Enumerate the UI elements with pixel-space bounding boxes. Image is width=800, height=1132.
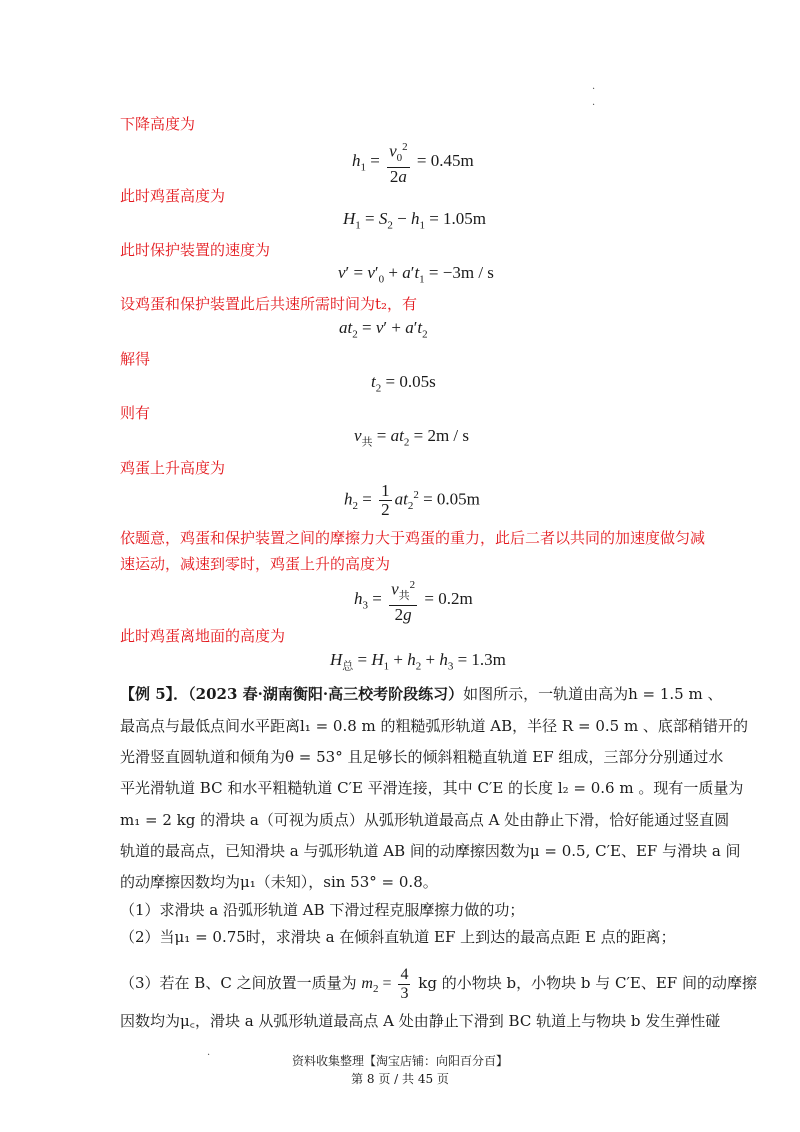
solution-line-8a: 依题意，鸡蛋和保护装置之间的摩擦力大于鸡蛋的重力，此后二者以共同的加速度做匀减 [120,529,706,547]
question-3-line-1: （3）若在 B、C 之间放置一质量为 $m_2$ = $\frac{4}{3}$ kg 的小物块 b，小物块 b 与 C′E、EF 间的动摩擦 [120,966,757,1002]
question-1: （1）求滑块 a 沿弧形轨道 AB 下滑过程克服摩擦力做的功； [120,901,525,919]
equation-8: $h_3$ = $\frac{v_共^2}{2g}$ = 0.2m [354,576,473,624]
equation-7: $h_2$ = $\frac{1}{2}$ $at_2^2 = 0.05m$ [344,481,480,519]
example-line-6: 轨道的最高点，已知滑块 a 与弧形轨道 AB 间的动摩擦因数为μ = 0.5, C′E、EF 与滑块 a 间 [120,842,741,860]
question-2: （2）当μ₁ = 0.75时，求滑块 a 在倾斜直轨道 EF 上到达的最高点距 E 点的距离； [120,928,676,946]
equation-4: $at_2 = v' + a't_2$ [339,318,428,341]
example-line-7: 的动摩擦因数均为μ₁（未知），sin 53° = 0.8。 [120,873,438,891]
solution-line-7: 鸡蛋上升高度为 [120,459,226,477]
example-line-2: 最高点与最低点间水平距离l₁ = 0.8 m 的粗糙弧形轨道 AB，半径 R = 0.5 m 、底部稍错开的 [120,717,748,735]
footer-page-number: 第 8 页 / 共 45 页 [351,1072,449,1086]
solution-line-1: 下降高度为 [120,115,196,133]
solution-line-9: 此时鸡蛋离地面的高度为 [120,627,286,645]
equation-5: $t_2 = 0.05s$ [371,372,436,395]
solution-line-2: 此时鸡蛋高度为 [120,187,226,205]
equation-9: $H_总 = H_1 + h_2 + h_3 = 1.3m$ [330,650,506,673]
example-line-3: 光滑竖直圆轨道和倾角为θ = 53° 且足够长的倾斜粗糙直轨道 EF 组成，三部分分别通过水 [120,748,724,766]
solution-line-5: 解得 [120,350,151,368]
decor-dot: · [207,1050,211,1061]
solution-line-8b: 速运动，减速到零时，鸡蛋上升的高度为 [120,555,391,573]
equation-3: $v' = v'_0 + a't_1 = -3m / s$ [338,263,494,286]
solution-line-6: 则有 [120,404,151,422]
equation-6: $v_共 = at_2 = 2m / s$ [354,426,470,449]
decor-dot: · [592,100,596,111]
equation-1: $h_1$ = $\frac{v_0^2}{2a}$ = 0.45m [352,138,474,186]
question-3-line-2: 因数均为μ꜀，滑块 a 从弧形轨道最高点 A 处由静止下滑到 BC 轨道上与物块 b 发生弹性碰 [120,1012,721,1030]
footer-source: 资料收集整理【淘宝店铺：向阳百分百】 [291,1054,508,1068]
solution-line-3: 此时保护装置的速度为 [120,241,271,259]
solution-line-4: 设鸡蛋和保护装置此后共速所需时间为t₂，有 [120,295,418,313]
example-tag: 【例 5】．（2023 春·湖南衡阳·高三校考阶段练习） [120,685,464,703]
example-line-4: 平光滑轨道 BC 和水平粗糙轨道 C′E 平滑连接，其中 C′E 的长度 l₂ = 0.6 m 。现有一质量为 [120,779,744,797]
decor-dot: · [592,84,596,95]
equation-2: $H_1 = S_2 - h_1 = 1.05m$ [343,209,487,232]
example-line-5: m₁ = 2 kg 的滑块 a（可视为质点）从弧形轨道最高点 A 处由静止下滑，恰好能通过竖直圆 [120,811,730,829]
example-line-1: 【例 5】．（2023 春·湖南衡阳·高三校考阶段练习）如图所示，一轨道由高为h = 1.5 m 、 [120,685,723,703]
